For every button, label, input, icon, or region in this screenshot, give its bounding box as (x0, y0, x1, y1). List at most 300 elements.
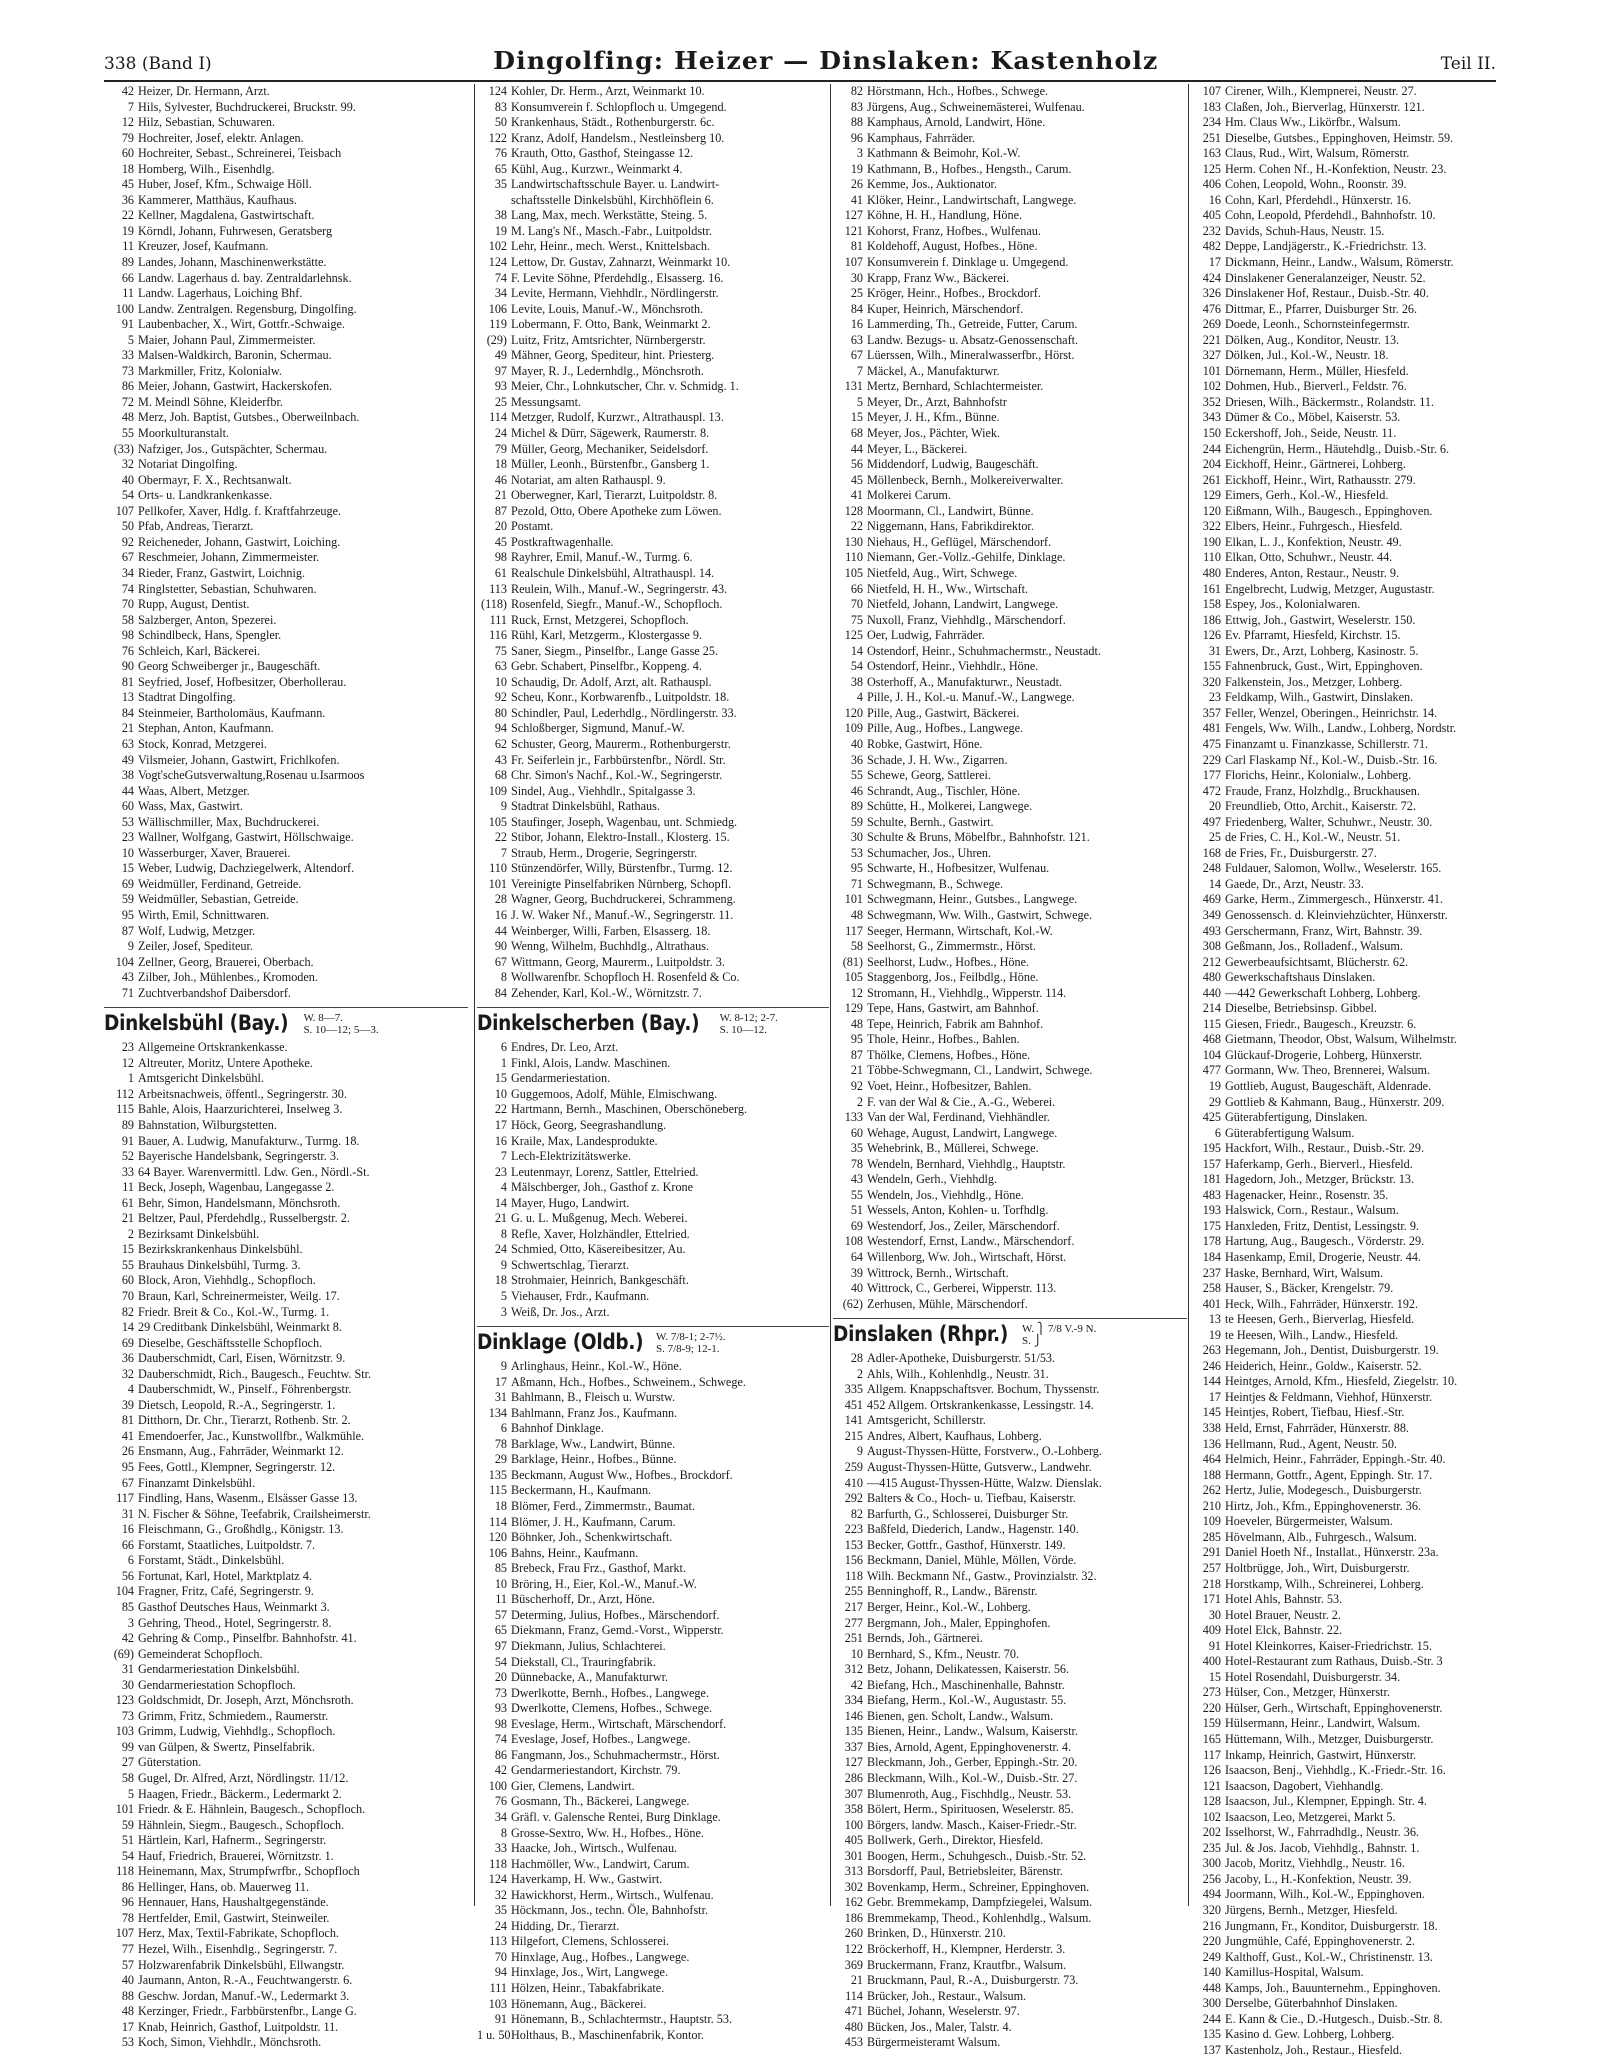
directory-entry (104, 784, 468, 800)
directory-entry (477, 177, 829, 193)
directory-entry (833, 799, 1187, 815)
entry-text: Markmiller, Fritz, Kolonialw. (138, 363, 282, 378)
entry-text: Gewerbeaufsichtsamt, Blücherstr. 62. (1225, 954, 1409, 969)
directory-entry (477, 488, 829, 504)
entry-number: 234 (1202, 115, 1221, 130)
directory-entry (477, 1102, 829, 1118)
entry-number: 22 (494, 1102, 507, 1117)
directory-entry (1191, 1032, 1499, 1048)
entry-text: Wirth, Emil, Schnittwaren. (138, 907, 270, 922)
directory-entry (1191, 255, 1499, 271)
entry-text: Hölzen, Heinr., Tabakfabrikate. (511, 1980, 665, 1995)
entry-number: 46 (850, 783, 863, 798)
entry-text: Rupp, August, Dentist. (138, 597, 250, 612)
entry-number: 42 (121, 1631, 134, 1646)
directory-entry (477, 115, 829, 131)
entry-text: Nietfeld, H. H., Ww., Wirtschaft. (867, 581, 1029, 596)
directory-entry (477, 442, 829, 458)
entry-number: 29 (1208, 1094, 1221, 1109)
directory-entry (104, 1864, 468, 1880)
directory-entry (833, 1203, 1187, 1219)
entry-text: Hotel Rosendahl, Duisburgerstr. 34. (1225, 1669, 1401, 1684)
entry-number: 1 (500, 1055, 507, 1070)
entry-text: Tepe, Hans, Gastwirt, am Bahnhof. (867, 1001, 1039, 1016)
entry-number: 121 (1202, 1778, 1221, 1793)
entry-text: Hülsermann, Heinr., Landwirt, Walsum. (1225, 1716, 1421, 1731)
entry-text: Koldehoff, August, Hofbes., Höne. (867, 239, 1038, 254)
entry-number: 9 (500, 1359, 507, 1374)
entry-number: 60 (121, 1273, 134, 1288)
directory-entry (477, 1686, 829, 1702)
entry-number: 144 (1202, 1374, 1221, 1389)
entry-number: 70 (494, 1949, 507, 1964)
entry-text: Gräfl. v. Galensche Rentei, Burg Dinklage. (511, 1809, 721, 1824)
directory-entry (833, 861, 1187, 877)
entry-number: 171 (1202, 1592, 1221, 1607)
entry-number: 440 (1202, 985, 1221, 1000)
directory-entry (833, 1398, 1187, 1414)
entry-text: Hotel Elck, Bahnstr. 22. (1225, 1623, 1343, 1638)
directory-entry (477, 504, 829, 520)
entry-text: Ringlstetter, Sebastian, Schuhwaren. (138, 581, 317, 596)
entry-text: Voet, Heinr., Hofbesitzer, Bahlen. (867, 1079, 1032, 1093)
directory-entry (104, 426, 468, 442)
entry-number: 118 (489, 1856, 507, 1871)
entry-number: 269 (1202, 317, 1221, 332)
entry-text: Rühl, Karl, Metzgerm., Klostergasse 9. (511, 628, 703, 643)
directory-entry (1191, 597, 1499, 613)
entry-number: 110 (489, 861, 507, 876)
entry-number: 43 (850, 1172, 863, 1187)
entry-text: Landes, Johann, Maschinenwerkstätte. (138, 255, 327, 270)
entry-number: 23 (494, 1164, 507, 1179)
entry-number: 4 (127, 1382, 134, 1397)
entry-text: Weinberger, Willi, Farben, Elsasserg. 18. (511, 923, 711, 938)
entry-text: Cohen, Leopold, Wohn., Roonstr. 39. (1225, 177, 1407, 192)
entry-text: Cohn, Karl, Pferdehdl., Hünxerstr. 16. (1225, 192, 1412, 207)
entry-text: Bürgermeisteramt Walsum. (867, 2035, 1001, 2050)
directory-entry (1191, 535, 1499, 551)
directory-entry (1191, 877, 1499, 893)
entry-text: Hanxleden, Fritz, Dentist, Lessingstr. 9. (1225, 1218, 1419, 1233)
entry-number: 48 (850, 1016, 863, 1031)
entry-text: Aßmann, Hch., Hofbes., Schweinem., Schwege. (511, 1374, 746, 1389)
directory-entry (477, 84, 829, 100)
directory-entry (1191, 924, 1499, 940)
entry-number: 38 (494, 208, 507, 223)
entry-text: Hezel, Wilh., Eisenhdlg., Segringerstr. 7. (138, 1941, 338, 1956)
entry-number: 125 (1202, 161, 1221, 176)
directory-entry (1191, 1794, 1499, 1810)
directory-entry (104, 955, 468, 971)
directory-entry (477, 473, 829, 489)
entry-number: 18 (494, 1273, 507, 1288)
directory-entry (833, 1849, 1187, 1865)
directory-entry (1191, 519, 1499, 535)
entry-number: 157 (1202, 1156, 1221, 1171)
directory-entry (104, 1087, 468, 1103)
directory-entry (104, 1305, 468, 1321)
directory-entry (1191, 302, 1499, 318)
entry-number: 20 (1208, 799, 1221, 814)
directory-entry (1191, 1312, 1499, 1328)
entry-number: 5 (500, 1289, 507, 1304)
entry-number: 121 (844, 223, 863, 238)
entry-number: 156 (844, 1553, 863, 1568)
entry-number: 237 (1202, 1265, 1221, 1280)
entry-number: 94 (494, 1965, 507, 1980)
directory-entry (104, 706, 468, 722)
directory-entry (104, 815, 468, 831)
entry-number: 159 (1202, 1716, 1221, 1731)
directory-entry (833, 504, 1187, 520)
entry-number: 86 (121, 379, 134, 394)
entry-number: 212 (1202, 954, 1221, 969)
directory-entry (104, 1134, 468, 1150)
directory-entry (833, 1460, 1187, 1476)
entry-number: 301 (844, 1848, 863, 1863)
entry-text: Helmich, Heinr., Fahrräder, Eppingh.-Str. 40. (1225, 1452, 1446, 1467)
entry-text: Rieder, Franz, Gastwirt, Loichnig. (138, 565, 306, 580)
directory-entry (833, 1188, 1187, 1204)
directory-entry (477, 955, 829, 971)
entry-text: Kammerer, Matthäus, Kaufhaus. (138, 192, 297, 207)
entry-text: Dieselbe, Geschäftsstelle Schopfloch. (138, 1335, 323, 1350)
directory-entry (833, 939, 1187, 955)
entry-number: 12 (850, 985, 863, 1000)
entry-number: 110 (1203, 550, 1221, 565)
entry-number: 33 (121, 1164, 134, 1179)
entry-number: 48 (121, 410, 134, 425)
entry-number: 6 (500, 1421, 507, 1436)
directory-entry (1191, 286, 1499, 302)
entry-text: Viehauser, Frdr., Kaufmann. (511, 1289, 650, 1304)
directory-entry (1191, 1577, 1499, 1593)
directory-entry (1191, 706, 1499, 722)
entry-text: Konsumverein f. Dinklage u. Umgegend. (867, 255, 1069, 270)
entry-text: Wehebrink, B., Müllerei, Schwege. (867, 1141, 1039, 1156)
directory-entry (104, 1507, 468, 1523)
directory-entry (104, 1895, 468, 1911)
entry-text: Barklage, Ww., Landwirt, Bünne. (511, 1436, 676, 1451)
entry-number: 141 (844, 1413, 863, 1428)
entry-text: Maier, Johann Paul, Zimmermeister. (138, 332, 316, 347)
entry-text: Jaumann, Anton, R.-A., Feuchtwangerstr. 6. (138, 1973, 353, 1988)
entry-number: 10 (850, 1646, 863, 1661)
entry-number: 41 (121, 1428, 134, 1443)
directory-entry (477, 364, 829, 380)
entry-number: 64 (850, 1250, 863, 1265)
entry-text: Bezirksamt Dinkelsbühl. (138, 1226, 260, 1241)
directory-entry (1191, 1856, 1499, 1872)
entry-text: Ensmann, Aug., Fahrräder, Weinmarkt 12. (138, 1444, 344, 1459)
entry-text: Hörstmann, Hch., Hofbes., Schwege. (867, 84, 1049, 98)
entry-number: 51 (121, 1833, 134, 1848)
entry-text: Gewerkschaftshaus Dinslaken. (1225, 970, 1376, 985)
directory-entry (477, 986, 829, 1002)
directory-entry (104, 1911, 468, 1927)
directory-entry (1191, 846, 1499, 862)
entry-number: 494 (1202, 1887, 1221, 1902)
entry-number: 12 (121, 115, 134, 130)
entry-text: Dölken, Jul., Kol.-W., Neustr. 18. (1225, 348, 1389, 363)
entry-text: Meyer, J. H., Kfm., Bünne. (867, 410, 1000, 425)
entry-number: 66 (850, 581, 863, 596)
entry-text: Postkraftwagenhalle. (511, 534, 614, 549)
entry-text: Hils, Sylvester, Buchdruckerei, Bruckstr. 99. (138, 99, 356, 114)
entry-text: Determing, Julius, Hofbes., Märschendorf. (511, 1607, 720, 1622)
entry-number: 5 (856, 394, 863, 409)
entry-number: 184 (1202, 1250, 1221, 1265)
directory-entry (477, 2028, 829, 2044)
entry-number: 312 (844, 1662, 863, 1677)
entry-number: 193 (1202, 1203, 1221, 1218)
entry-number: 60 (121, 146, 134, 161)
entry-text: Hachmöller, Ww., Landwirt, Carum. (511, 1856, 690, 1871)
directory-entry (477, 1227, 829, 1243)
entry-number: 58 (121, 1770, 134, 1785)
entry-text: Hoeveler, Bürgermeister, Walsum. (1225, 1514, 1393, 1529)
entry-number: 3 (856, 146, 863, 161)
directory-entry (1191, 1079, 1499, 1095)
entry-text: Schwarte, H., Hofbesitzer, Wulfenau. (867, 861, 1050, 876)
entry-number: 15 (121, 861, 134, 876)
entry-text: Straub, Herm., Drogerie, Segringerstr. (511, 845, 698, 860)
entry-text: Goldschmidt, Dr. Joseph, Arzt, Mönchsroth. (138, 1693, 354, 1708)
directory-entry (477, 690, 829, 706)
directory-entry (104, 100, 468, 116)
directory-entry (104, 924, 468, 940)
entry-text: Heintges, Arnold, Kfm., Hiesfeld, Ziegelstr. 10. (1225, 1374, 1458, 1389)
entry-number: 100 (115, 301, 134, 316)
directory-entry (477, 1040, 829, 1056)
directory-entry (833, 877, 1187, 893)
entry-text: 64 Bayer. Warenvermittl. Ldw. Gen., Nördl.-St. (138, 1164, 370, 1179)
entry-text: Cirener, Wilh., Klempnerei, Neustr. 27. (1225, 84, 1417, 98)
entry-number: 481 (1202, 721, 1221, 736)
entry-number: 35 (850, 1141, 863, 1156)
entry-text: Gehring, Theod., Hotel, Segringerstr. 8. (138, 1615, 332, 1630)
entry-text: Beckmann, August Ww., Hofbes., Brockdorf. (511, 1467, 733, 1482)
entry-number: 7 (856, 363, 863, 378)
entry-text: Landwirtschaftsschule Bayer. u. Landwirt- (511, 177, 720, 192)
entry-number: 102 (488, 239, 507, 254)
entry-text: Levite, Louis, Manuf.-W., Mönchsroth. (511, 301, 704, 316)
entry-text: Eickhoff, Heinr., Wirt, Rathausstr. 279. (1225, 472, 1416, 487)
entry-number: 28 (850, 1351, 863, 1366)
entry-number: 67 (494, 954, 507, 969)
directory-entry (104, 162, 468, 178)
entry-text: Landw. Zentralgen. Regensburg, Dingolfing. (138, 301, 357, 316)
directory-entry (104, 1242, 468, 1258)
entry-text: Körndl, Johann, Fuhrwesen, Geratsberg (138, 223, 333, 238)
directory-entry (104, 892, 468, 908)
entry-number: 7 (500, 845, 507, 860)
entry-number: 109 (488, 783, 507, 798)
entry-text: Findling, Hans, Wasenm., Elsässer Gasse 13. (138, 1491, 358, 1506)
entry-number: 8 (500, 970, 507, 985)
directory-entry (477, 737, 829, 753)
entry-number: 229 (1202, 752, 1221, 767)
entry-number: 91 (121, 317, 134, 332)
entry-number: 257 (1202, 1560, 1221, 1575)
directory-entry (477, 1242, 829, 1258)
entry-text: Dauberschmidt, W., Pinself., Föhrenbergstr. (138, 1382, 352, 1397)
entry-number: 32 (121, 457, 134, 472)
entry-number: 87 (121, 923, 134, 938)
directory-entry (833, 1787, 1187, 1803)
directory-entry (1191, 1748, 1499, 1764)
entry-text: Börgers, landw. Masch., Kaiser-Friedr.-Str. (867, 1817, 1077, 1832)
directory-entry (833, 1382, 1187, 1398)
office-hours-line: S. 10—12. (719, 1024, 767, 1037)
entry-number: 135 (1202, 2027, 1221, 2042)
directory-entry (1191, 737, 1499, 753)
entry-text: Gebr. Bremmekamp, Dampfziegelei, Walsum. (867, 1895, 1093, 1910)
entry-text: Zerhusen, Mühle, Märschendorf. (867, 1296, 1028, 1311)
entry-number: 44 (121, 783, 134, 798)
directory-entry (833, 208, 1187, 224)
directory-entry (1191, 1934, 1499, 1950)
entry-text: Hermann, Gottfr., Agent, Eppingh. Str. 17. (1225, 1467, 1433, 1482)
entry-text: Laubenbacher, X., Wirt, Gottfr.-Schwaige. (138, 317, 345, 332)
entry-text: Ewers, Dr., Arzt, Lohberg, Kasinostr. 5. (1225, 643, 1419, 658)
entry-text: Meier, Johann, Gastwirt, Hackerskofen. (138, 379, 333, 394)
directory-entry (833, 753, 1187, 769)
directory-entry (477, 395, 829, 411)
entry-number: 235 (1202, 1840, 1221, 1855)
directory-entry (833, 1017, 1187, 1033)
entry-number: 220 (1202, 1700, 1221, 1715)
directory-entry (477, 317, 829, 333)
directory-entry (833, 1413, 1187, 1429)
entry-number: 218 (1202, 1576, 1221, 1591)
entry-text: Brauhaus Dinkelsbühl, Turmg. 3. (138, 1257, 301, 1272)
directory-entry (1191, 955, 1499, 971)
entry-number: 102 (1202, 379, 1221, 394)
entry-number: 42 (494, 1763, 507, 1778)
entry-number: 34 (494, 1809, 507, 1824)
entry-text: Diekstall, Cl., Trauringfabrik. (511, 1654, 656, 1669)
entry-text: Güterstation. (138, 1755, 202, 1770)
directory-entry (104, 1258, 468, 1274)
entry-text: Wass, Max, Gastwirt. (138, 799, 243, 814)
entry-number: 400 (1202, 1654, 1221, 1669)
entry-text: Reschmeier, Johann, Zimmermeister. (138, 550, 320, 565)
directory-entry (833, 1942, 1187, 1958)
directory-entry (833, 1095, 1187, 1111)
entry-text: Fees, Gottl., Klempner, Segringerstr. 12. (138, 1460, 336, 1475)
entry-number: 118 (845, 1568, 863, 1583)
entry-text: Doede, Leonh., Schornsteinfegermstr. (1225, 317, 1410, 332)
entry-text: Ahls, Wilh., Kohlenhdlg., Neustr. 31. (867, 1366, 1049, 1381)
entry-number: 248 (1202, 861, 1221, 876)
directory-entry (833, 613, 1187, 629)
directory-entry (104, 1180, 468, 1196)
entry-number: 286 (844, 1770, 863, 1785)
directory-entry (104, 1569, 468, 1585)
directory-entry (104, 753, 468, 769)
directory-entry (833, 1048, 1187, 1064)
directory-entry (1191, 1188, 1499, 1204)
entry-number: 74 (494, 270, 507, 285)
directory-entry (1191, 1825, 1499, 1841)
directory-entry (477, 208, 829, 224)
entry-text: Oberwegner, Karl, Tierarzt, Luitpoldstr. 8. (511, 488, 718, 503)
entry-number: 45 (494, 534, 507, 549)
entry-number: 11 (122, 286, 134, 301)
entry-number: 42 (850, 1677, 863, 1692)
entry-text: Bücken, Jos., Maler, Talstr. 4. (867, 2019, 1012, 2034)
directory-entry (1191, 1514, 1499, 1530)
entry-number: 73 (121, 363, 134, 378)
directory-entry (1191, 986, 1499, 1002)
entry-number: 96 (850, 130, 863, 145)
directory-entry (104, 255, 468, 271)
entry-text: de Fries, Fr., Duisburgerstr. 27. (1225, 845, 1377, 860)
directory-entry (104, 224, 468, 240)
directory-entry (104, 2020, 468, 2036)
entry-number: 6 (127, 1553, 134, 1568)
entry-number: 10 (121, 845, 134, 860)
entry-number: 25 (494, 394, 507, 409)
entry-text: Haferkamp, Gerh., Bierverl., Hiesfeld. (1225, 1156, 1413, 1171)
entry-number: 409 (1202, 1623, 1221, 1638)
entry-text: Schrandt, Aug., Tischler, Höne. (867, 783, 1021, 798)
entry-text: Held, Ernst, Fahrräder, Hünxerstr. 88. (1225, 1421, 1409, 1436)
directory-entry (833, 488, 1187, 504)
directory-entry (833, 255, 1187, 271)
entry-number: 69 (850, 1218, 863, 1233)
entry-text: Hauser, S., Bäcker, Krengelstr. 79. (1225, 1281, 1394, 1296)
entry-number: 15 (121, 1242, 134, 1257)
entry-text: Dickmann, Heinr., Landw., Walsum, Römerstr. (1225, 255, 1454, 270)
directory-entry (833, 146, 1187, 162)
entry-number: 410 (844, 1475, 863, 1490)
entry-number: 308 (1202, 939, 1221, 954)
entry-number: 101 (488, 876, 507, 891)
entry-text: Hagedorn, Joh., Metzger, Brückstr. 13. (1225, 1172, 1415, 1187)
entry-text: Jürgens, Aug., Schweinemästerei, Wulfenau. (867, 99, 1085, 114)
directory-entry (477, 1888, 829, 1904)
entry-text: Scheu, Konr., Korbwarenfb., Luitpoldstr. 18. (511, 690, 730, 705)
entry-number: 15 (850, 410, 863, 425)
entry-number: 2 (856, 1366, 863, 1381)
entry-number: 103 (115, 1724, 134, 1739)
office-hours-line: S. ⎭ (1021, 1335, 1042, 1348)
directory-entry (1191, 1903, 1499, 1919)
entry-number: 81 (850, 239, 863, 254)
directory-entry (1191, 1996, 1499, 2012)
entry-text: Brücker, Joh., Restaur., Walsum. (867, 1988, 1027, 2003)
entry-number: 425 (1202, 1110, 1221, 1125)
entry-number: 110 (845, 550, 863, 565)
directory-entry (104, 1351, 468, 1367)
entry-text: Hellinger, Hans, ob. Mauerweg 11. (138, 1879, 309, 1894)
entry-number: 22 (121, 208, 134, 223)
directory-entry (477, 302, 829, 318)
entry-text: Levite, Hermann, Viehhdlr., Nördlingerstr. (511, 286, 719, 301)
entry-text: Hennauer, Hans, Haushaltgegenstände. (138, 1895, 329, 1910)
entry-text: Westendorf, Jos., Zeiler, Märschendorf. (867, 1218, 1060, 1233)
directory-entry (104, 457, 468, 473)
office-hours-line: S. 10—12; 5—3. (303, 1024, 379, 1037)
entry-number: 17 (494, 1374, 507, 1389)
directory-entry (1191, 1763, 1499, 1779)
entry-text: Mäckel, A., Manufakturwr. (867, 363, 1000, 378)
office-hours (303, 1012, 378, 1036)
directory-entry (833, 1266, 1187, 1282)
